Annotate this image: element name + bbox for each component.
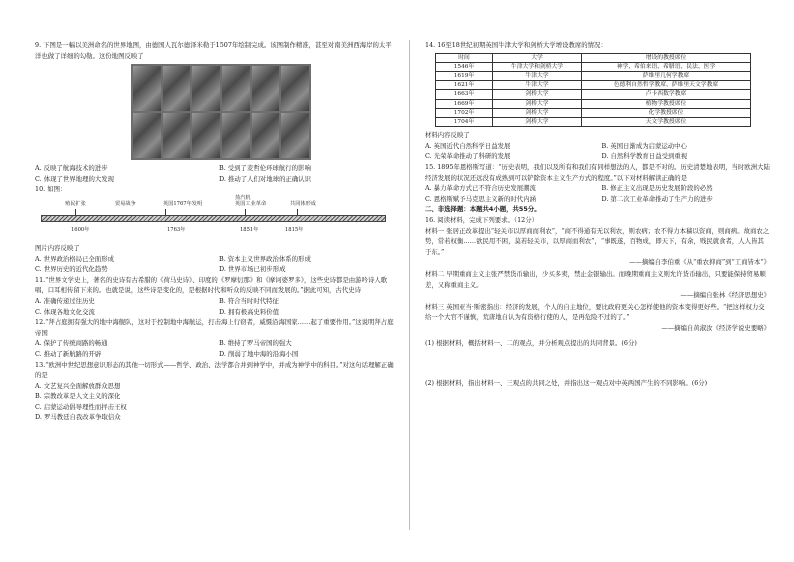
option[interactable]: C. 世界历史的近代化趋势 <box>35 265 108 274</box>
question-10-lead: 图片内容反映了 <box>35 243 80 252</box>
option[interactable]: A. 保护了传统商路的畅通 <box>35 339 108 348</box>
option[interactable]: D. 第二次工业革命推动了生产力的进步 <box>601 194 713 203</box>
timeline-year: 1851年 <box>240 226 259 233</box>
table-cell: 剑桥大学 <box>493 99 582 108</box>
option[interactable]: C. 启蒙运动倡导理性而抨击王权 <box>35 402 127 411</box>
section-heading: 二、非选择题：本题共4小题，共55分。 <box>425 205 541 214</box>
question-13-stem: 13.“欧洲中世纪思想意识形态的其他一切形式——哲学、政治、法学都合并到神学中，并成为神学中的科目。”对这句话理解正确的是 <box>35 360 394 380</box>
table-row <box>436 108 751 117</box>
table-cell: 卢卡西数学教席 <box>582 90 751 99</box>
timeline-label: 殖民扩张 <box>65 200 86 207</box>
table-row <box>436 118 751 127</box>
option[interactable]: D. 罗马教廷自我改革争取信众 <box>35 413 121 422</box>
question-14-stem: 14. 16至18世纪初期英国牛津大学和剑桥大学增设教席的情况： <box>425 41 607 49</box>
option[interactable]: D. 拥有极高史料价值 <box>219 307 280 316</box>
table-row <box>436 90 751 99</box>
timeline-year: 1763年 <box>167 226 186 233</box>
question-9-options <box>35 163 395 184</box>
timeline-bar <box>41 215 386 222</box>
question-15-options <box>425 183 770 204</box>
option[interactable]: D. 推动了人们对地球的正确认识 <box>219 174 312 183</box>
table-cell: 天文学教授席位 <box>582 118 751 127</box>
option[interactable]: B. 修正主义出现是历史发展阶段的必然 <box>601 184 713 193</box>
question-11-stem: 11.“世界文学史上，著名的史诗有古希腊的《荷马史诗》、印度的《罗摩衍那》和《摩诃婆罗多》，这些史诗都是由游吟诗人歌唱，口耳相传留下来的。也就是说，这些诗是变化的，是根据时代和听众的反映不同而发展的。”据此可知，古代史诗 <box>35 275 388 295</box>
table-cell: 色德利自然哲学教席、萨维里天文学教席 <box>582 81 751 90</box>
table-cell: 牛津大学和剑桥大学 <box>493 62 582 71</box>
column-divider <box>409 40 410 530</box>
option[interactable]: A. 英国近代自然科学日益发展 <box>425 141 511 150</box>
table-row <box>436 81 751 90</box>
option[interactable]: B. 资本主义世界政治体系的形成 <box>219 254 311 263</box>
table-cell: 剑桥大学 <box>493 108 582 117</box>
material-3: 材料三 英国亚当·斯密指出：经济的发展，个人的自主地位，要比政府更关心怎样使他的资本变得更好些。“把这样权力交给一个大官不谨慎，荒唐地自认为有资格行使的人，是再危险不过的了。” <box>425 302 765 322</box>
question-10-options <box>35 254 395 275</box>
table-row <box>436 72 751 81</box>
table-cell: 1663年 <box>436 90 493 99</box>
question-9-stem: 9. 下图是一幅以美洲命名的世界地图，由德国人瓦尔德泽米勒于1507年绘制完成。该图制作精准，甚至对南美洲西海岸的太平洋也做了详细的勾勒。这份地图反映了 <box>35 41 392 60</box>
table-row <box>436 99 751 108</box>
material-1: 材料一 张居正改革提出“轻关市以厚商而利农”，“商不得通有无以利农，则农病；农不得力本穑以资商，则商病。故商农之势，常若权衡……欲民用不困，莫若轻关市，以厚商而利农”，“事既遂，百物成，即天下，有余，贱民就食者，人人皆其于东。” <box>425 226 770 256</box>
table-cell: 剑桥大学 <box>493 118 582 127</box>
table-row <box>436 62 751 71</box>
material-2: 材料二 早期重商主义主张严禁货币输出，少买多卖，禁止金银输出。而晚期重商主义则允许货币输出，只要能保持贸易顺差，又称重商主义。 <box>425 269 766 289</box>
table-cell: 剑桥大学 <box>493 90 582 99</box>
material-1-source: ——摘编自李伯重《从“重农抑商”到“工商皆本”》 <box>629 258 770 267</box>
table-cell: 牛津大学 <box>493 72 582 81</box>
table-cell: 1621年 <box>436 81 493 90</box>
table-cell: 1669年 <box>436 99 493 108</box>
question-14-options <box>425 141 770 162</box>
timeline-label: 英国工业革命 <box>235 200 267 207</box>
timeline-label: 共同体形成 <box>290 200 316 207</box>
timeline-year: 1600年 <box>71 226 90 233</box>
material-2-source: ——摘编自张林《经济思想史》 <box>680 291 770 300</box>
table-cell: 化学教授席位 <box>582 108 751 117</box>
timeline-label: 英国1767年发明 <box>163 200 203 207</box>
option[interactable]: D. 世界市场已初步形成 <box>219 265 286 274</box>
table-cell: 1546年 <box>436 62 493 71</box>
left-column <box>35 40 395 423</box>
timeline-label: 蒸汽机 <box>235 194 251 201</box>
option[interactable]: B. 英国日渐成为启蒙运动中心 <box>601 141 687 150</box>
world-map-image <box>131 64 311 160</box>
table-cell: 神学、希伯来语、希腊语、民法、医学 <box>582 62 751 71</box>
question-11-options <box>35 296 395 317</box>
option[interactable]: A. 准确传递过往历史 <box>35 296 95 305</box>
sub-question-1: (1) 根据材料，概括材料一、二的观点，并分析观点提出的共同背景。(6分) <box>425 338 637 347</box>
question-12-options <box>35 338 395 359</box>
option[interactable]: C. 推动了新航路的开辟 <box>35 349 102 358</box>
table-header: 时间 <box>436 53 493 62</box>
timeline-year: 1815年 <box>285 226 304 233</box>
option[interactable]: C. 光荣革命推动了科研的发展 <box>425 152 511 161</box>
table-header: 增设的教授席位 <box>582 53 751 62</box>
option[interactable]: A. 文艺复兴全面解放群众思想 <box>35 381 121 390</box>
question-14-lead: 材料内容反映了 <box>425 131 470 140</box>
option[interactable]: D. 自然科学教育日益受到重视 <box>601 152 688 161</box>
option[interactable]: D. 削弱了地中海的沿海小国 <box>219 349 299 358</box>
table-cell: 1704年 <box>436 118 493 127</box>
option[interactable]: A. 反映了航海技术的进步 <box>35 164 108 173</box>
question-12-stem: 12.“拜占庭拥有强大的地中海舰队，这对于控制地中海航运，打击海上行窃者，威慑沿海国家……起了重要作用。”这说明拜占庭帝国 <box>35 318 394 337</box>
timeline-label: 贸易战争 <box>115 200 136 207</box>
option[interactable]: B. 受到了麦哲伦环球航行的影响 <box>219 164 311 173</box>
question-15-stem: 15. 1895年恩格斯写道：“历史表明，我们以及所有和我们有同样想法的人，都是不对的。历史清楚地表明，当时欧洲大陆经济发展的状况还远没有成熟到可以铲除资本主义生产方式的程度。”以下对材料解读正确的是 <box>425 163 770 182</box>
question-13-options <box>35 381 395 423</box>
option[interactable]: A. 暴力革命方式已不符合历史发展潮流 <box>425 184 536 193</box>
option[interactable]: B. 维持了罗马帝国的强大 <box>219 339 292 348</box>
table-cell: 萨维里几何学教席 <box>582 72 751 81</box>
timeline-figure <box>35 194 395 241</box>
material-3-source: ——摘编自黄淑汝《经济学说史要略》 <box>661 323 770 332</box>
table-cell: 牛津大学 <box>493 81 582 90</box>
option[interactable]: A. 世界政治格局已全面形成 <box>35 254 114 263</box>
sub-question-2: (2) 根据材料，指出材料一、三观点的共同之处，并指出这一观点对中英两国产生的不同影响。(6分) <box>425 379 708 388</box>
table-cell: 1619年 <box>436 72 493 81</box>
question-16-stem: 16. 阅读材料，完成下列要求。（12分） <box>425 215 538 224</box>
option[interactable]: C. 恩格斯赋予马克思主义新的时代内涵 <box>425 194 536 203</box>
option[interactable]: B. 宗教改革是人文主义的深化 <box>35 392 121 401</box>
option[interactable]: C. 体现各地文化交流 <box>35 307 95 316</box>
option[interactable]: B. 符合当时时代特征 <box>219 296 279 305</box>
option[interactable]: C. 体现了世界地理的大发现 <box>35 174 115 183</box>
university-chair-table <box>435 53 751 128</box>
table-header-row <box>436 53 751 62</box>
right-column <box>425 40 770 389</box>
table-cell: 1702年 <box>436 108 493 117</box>
question-10-stem: 10. 如图： <box>35 185 67 194</box>
table-header: 大学 <box>493 53 582 62</box>
table-cell: 植物学教授席位 <box>582 99 751 108</box>
